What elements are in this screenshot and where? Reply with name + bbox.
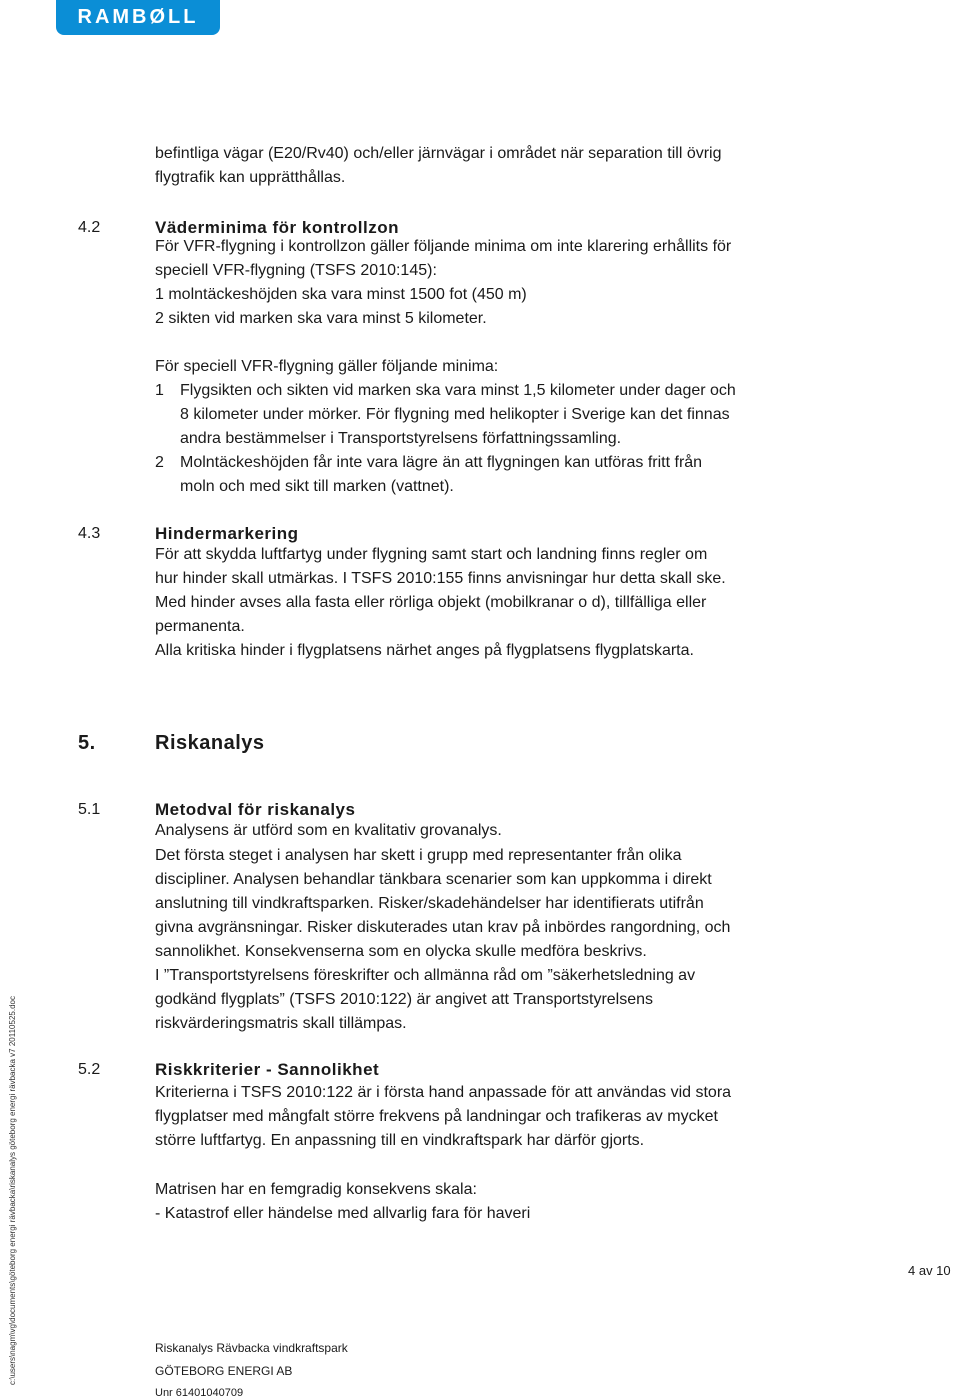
section-title: Metodval för riskanalys: [155, 800, 356, 819]
body-line: 2 sikten vid marken ska vara minst 5 kilometer.: [155, 310, 487, 327]
body-line: I ”Transportstyrelsens föreskrifter och allmänna råd om ”säkerhetsledning av: [155, 967, 696, 984]
chapter-title: Riskanalys: [155, 732, 265, 754]
body-line: sannolikhet. Konsekvenserna som en olycka skulle medföra beskrivs.: [155, 943, 647, 960]
section-number: 4.2: [78, 219, 101, 236]
body-line: speciell VFR-flygning (TSFS 2010:145):: [155, 262, 437, 279]
page-number: 4 av 10: [908, 1263, 951, 1278]
body-line: För speciell VFR-flygning gäller följande minima:: [155, 358, 499, 375]
footer-unr: Unr 61401040709: [155, 1387, 244, 1399]
list-item-line: Flygsikten och sikten vid marken ska vara minst 1,5 kilometer under dager och: [180, 382, 736, 399]
body-line: För VFR-flygning i kontrollzon gäller följande minima om inte klarering erhållits för: [155, 238, 732, 255]
section-title: Hindermarkering: [155, 524, 299, 543]
body-line: hur hinder skall utmärkas. I TSFS 2010:155 finns anvisningar hur detta skall ske.: [155, 570, 726, 587]
ramboll-logo: RAMBØLL: [56, 0, 220, 35]
section-number: 5.2: [78, 1061, 101, 1078]
body-line: flygtrafik kan upprätthållas.: [155, 169, 346, 186]
chapter-number: 5.: [78, 732, 96, 754]
body-line: godkänd flygplats” (TSFS 2010:122) är angivet att Transportstyrelsens: [155, 991, 654, 1008]
body-line: För att skydda luftfartyg under flygning samt start och landning finns regler om: [155, 546, 708, 563]
body-line: Med hinder avses alla fasta eller rörliga objekt (mobilkranar o d), tillfälliga eller: [155, 594, 707, 611]
body-line: 1 molntäckeshöjden ska vara minst 1500 fot (450 m): [155, 286, 527, 303]
body-line: Kriterierna i TSFS 2010:122 är i första hand anpassade för att användas vid stora: [155, 1084, 732, 1101]
body-line: riskvärderingsmatris skall tillämpas.: [155, 1015, 407, 1032]
body-line: större luftfartyg. En anpassning till en vindkraftspark har därför gjorts.: [155, 1132, 645, 1149]
body-line: Det första steget i analysen har skett i grupp med representanter från olika: [155, 847, 682, 864]
body-line: anslutning till vindkraftsparken. Risker/skadehändelser har identifierats utifrån: [155, 895, 704, 912]
section-title: Väderminima för kontrollzon: [155, 218, 399, 237]
list-item-line: 8 kilometer under mörker. För flygning med helikopter i Sverige kan det finnas: [180, 406, 730, 423]
body-line: Analysens är utförd som en kvalitativ grovanalys.: [155, 822, 502, 839]
list-number: 2: [155, 454, 164, 471]
list-item-line: moln och med sikt till marken (vattnet).: [180, 478, 454, 495]
body-line: givna avgränsningar. Risker diskuterades utan krav på inbördes rangordning, och: [155, 919, 731, 936]
body-line: flygplatser med mångfalt större frekvens på landningar och trafikeras av mycket: [155, 1108, 718, 1125]
body-line: Matrisen har en femgradig konsekvens skala:: [155, 1181, 477, 1198]
body-line: discipliner. Analysen behandlar tänkbara scenarier som kan uppkomma i direkt: [155, 871, 712, 888]
section-number: 4.3: [78, 525, 101, 542]
body-line: permanenta.: [155, 618, 245, 635]
file-path-margin: c:\users\nagm\vg\documents\göteborg energi rävbacka\riskanalys göteborg energi rävbacka v7 20110525.doc: [8, 996, 17, 1385]
body-line: Alla kritiska hinder i flygplatsens närhet anges på flygplatsens flygplatskarta.: [155, 642, 694, 659]
footer-project: Riskanalys Rävbacka vindkraftspark: [155, 1341, 348, 1355]
list-item-line: Molntäckeshöjden får inte vara lägre än att flygningen kan utföras fritt från: [180, 454, 703, 471]
section-title: Riskkriterier - Sannolikhet: [155, 1060, 380, 1079]
list-number: 1: [155, 382, 164, 399]
section-number: 5.1: [78, 801, 101, 818]
list-item-line: - Katastrof eller händelse med allvarlig fara för haveri: [155, 1205, 531, 1222]
body-line: befintliga vägar (E20/Rv40) och/eller järnvägar i området när separation till övrig: [155, 145, 722, 162]
list-item-line: andra bestämmelser i Transportstyrelsens författningssamling.: [180, 430, 622, 447]
footer-company: GÖTEBORG ENERGI AB: [155, 1364, 293, 1378]
